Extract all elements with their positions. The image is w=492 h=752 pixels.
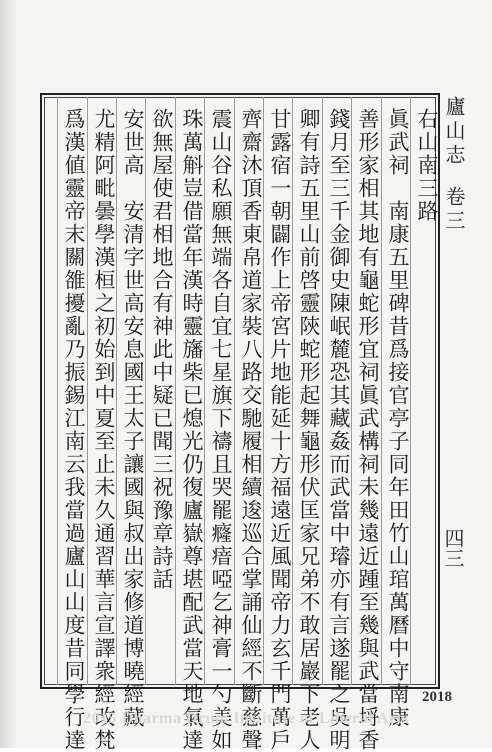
text-column: 珠萬斛豈借當年漢時靈旛柴已熄光仍復廬嶽尊堪配武當天地氣達 <box>180 108 204 752</box>
text-column: 爲漢値靈帝末關雒擾亂乃振錫江南云我當過廬山山度昔同學行達 <box>62 108 86 752</box>
text-column: 安世高 安清字世高安息國王太子讓國與叔出家修道博曉經藏 <box>121 108 145 729</box>
text-column: 善形家相其地有龜蛇形宜祠眞武構祠未幾遠近踵至幾與武當埒香 <box>356 108 380 752</box>
margin-title <box>440 96 468 686</box>
text-column: 欲無屋使君相地合有神此中疑已聞三祝豫章詩話 <box>150 108 174 591</box>
text-column: 錢月至三千金御史陳岷麓恐其藏姦而武當中璿亦有言遂罷之吳明 <box>327 108 351 752</box>
text-column: 甘露宿一朝闢作上帝宮片地能延十方福遠近風聞帝力玄千門萬戶 <box>268 108 292 752</box>
text-column: 卿有詩五里山前啓靈陝蛇形起舞龜形伏匡家兄弟不敢居巖下老人 <box>297 108 321 752</box>
margin-leaf-number: 四三 <box>441 528 465 568</box>
margin-volume-text: 卷三 <box>442 186 466 234</box>
text-column: 震山谷私願無端各自宜七星旗下禱且哭罷癃瘖啞乞神膏一勺美如 <box>209 108 233 752</box>
text-column: 眞武祠 南康五里碑昔爲接官亭子同年田竹山琯萬曆中守南康 <box>386 108 410 729</box>
section-heading: 右山南三路 <box>415 108 439 223</box>
page-number: 2018 <box>422 689 452 705</box>
text-column: 尤精阿毗曇學漢桓之初始到中夏至止未久通習華言宣譯衆經改梵 <box>92 108 116 752</box>
margin-title-text: 廬山志 <box>442 96 466 168</box>
watermark: 2015 Dharma Drum Institute of Liberal Arts <box>83 710 409 727</box>
text-column: 齊齋沐頂香東帛道家裝八路交馳履相續逡巡合掌誦仙經不斷慈聲 <box>239 108 263 752</box>
column-rule <box>57 97 58 685</box>
